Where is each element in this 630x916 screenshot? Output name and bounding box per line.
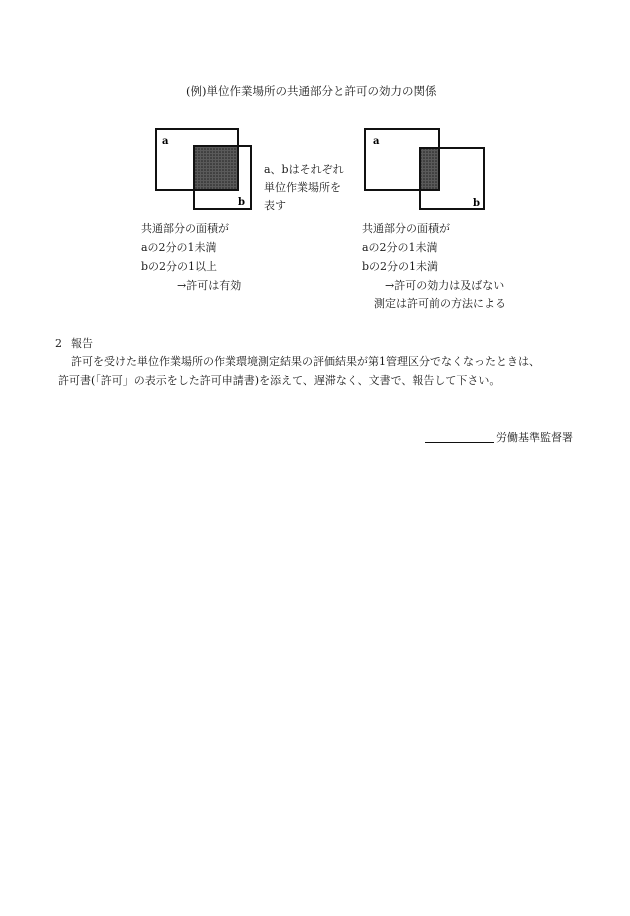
example-title: (例)単位作業場所の共通部分と許可の効力の関係 xyxy=(186,84,437,98)
signature-office: 労働基準監督署 xyxy=(496,431,573,444)
left-note-3: bの2分の1以上 xyxy=(141,260,218,273)
right-result: →許可の効力は及ばない xyxy=(385,279,505,292)
section-body-line-2: 許可書(「許可」の表示をした許可申請書)を添えて、遅滞なく、文書で、報告して下さい。 xyxy=(58,374,501,387)
left-note-2: aの2分の1未満 xyxy=(141,241,217,254)
right-note-1: 共通部分の面積が xyxy=(362,222,450,235)
left-common-area xyxy=(194,146,238,190)
right-result-method: 測定は許可前の方法による xyxy=(374,297,506,310)
right-overlap-diagram xyxy=(360,124,490,214)
right-note-2: aの2分の1未満 xyxy=(362,241,438,254)
section-heading: 報告 xyxy=(71,337,93,350)
right-common-area xyxy=(420,148,439,190)
right-label-a: a xyxy=(373,136,380,147)
left-overlap-diagram xyxy=(150,124,260,214)
left-label-a: a xyxy=(162,136,169,147)
middle-caption-line-1: a、bはそれぞれ xyxy=(264,163,344,176)
middle-caption-line-3: 表す xyxy=(264,199,286,212)
section-number: 2 xyxy=(55,337,62,350)
left-label-b: b xyxy=(238,197,245,208)
right-note-3: bの2分の1未満 xyxy=(362,260,439,273)
right-label-b: b xyxy=(473,198,480,209)
left-note-1: 共通部分の面積が xyxy=(141,222,229,235)
middle-caption-line-2: 単位作業場所を xyxy=(264,181,341,194)
signature-blank-line xyxy=(425,442,494,443)
left-result: →許可は有効 xyxy=(177,279,242,292)
section-body-line-1: 許可を受けた単位作業場所の作業環境測定結果の評価結果が第1管理区分でなくなったときは、 xyxy=(71,355,540,368)
